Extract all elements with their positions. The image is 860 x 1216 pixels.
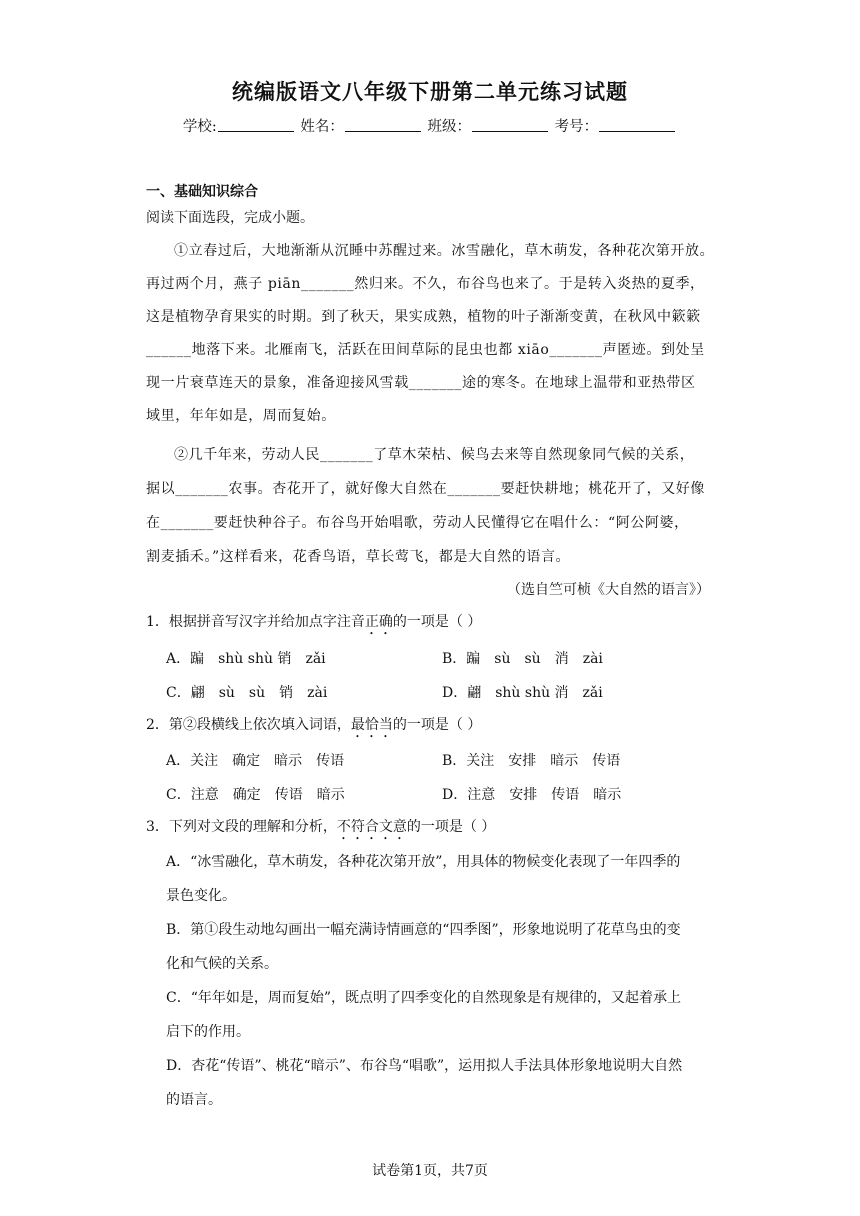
question-2-stem-post: 的一项是（ ） [392, 717, 482, 733]
question-3-option-b-cont: 化和气候的关系。 [166, 956, 278, 972]
question-3-stem-post: 的一项是（ ） [406, 819, 496, 835]
passage-source: （选自竺可桢《大自然的语言》） [507, 582, 710, 598]
question-3-option-c-cont: 启下的作用。 [166, 1024, 250, 1040]
question-3-option-c[interactable]: C．“年年如是，周而复始”，既点明了四季变化的自然现象是有规律的，又起着承上 [166, 990, 682, 1006]
question-3-stem [146, 816, 495, 843]
passage-line: 现一片衰草连天的景象，准备迎接风雪载_______途的寒冬。在地球上温带和亚热带区 [146, 375, 696, 391]
page-title: 统编版语文八年级下册第二单元练习试题 [232, 80, 628, 104]
question-3-emphasis: 不符合文意 [336, 819, 407, 835]
passage-line: ______地落下来。北雁南飞，活跃在田间草际的昆虫也都 xiāo_______声匿迹。到处呈 [146, 342, 705, 358]
passage-line: 在_______要赶快种谷子。布谷鸟开始唱歌，劳动人民懂得它在唱什么：“阿公阿婆， [146, 515, 689, 531]
school-blank [218, 117, 294, 132]
question-2-option-d[interactable]: D．注意 安排 传语 暗示 [442, 787, 622, 803]
question-3-option-d[interactable]: D．杏花“传语”、桃花“暗示”、布谷鸟“唱歌”，运用拟人手法具体形象地说明大自然 [166, 1058, 683, 1074]
exam-number-label: 考号： [554, 119, 599, 135]
question-1-option-c[interactable]: C．翩 sù sù 销 zài [166, 685, 328, 701]
section-instruction: 阅读下面选段，完成小题。 [146, 210, 314, 226]
question-3-option-a[interactable]: A．“冰雪融化，草木萌发，各种花次第开放”，用具体的物候变化表现了一年四季的 [166, 854, 681, 870]
passage-line: ②几千年来，劳动人民_______了草木荣枯、候鸟去来等自然现象同气候的关系， [174, 447, 695, 463]
question-2-option-b[interactable]: B．关注 安排 暗示 传语 [442, 753, 621, 769]
passage-line: 这是植物孕育果实的时期。到了秋天，果实成熟，植物的叶子渐渐变黄，在秋风中簌簌 [146, 309, 701, 325]
question-2-emphasis: 最恰当 [350, 717, 393, 733]
student-info-line [0, 115, 860, 136]
passage-line: ①立春过后，大地渐渐从沉睡中苏醒过来。冰雪融化，草木萌发，各种花次第开放。 [174, 243, 715, 259]
question-1-option-d[interactable]: D．翩 shù shù 消 zǎi [442, 685, 603, 701]
passage-line: 据以_______农事。杏花开了，就好像大自然在_______要赶快耕地；桃花开了，又好像 [146, 481, 705, 497]
name-label: 姓名： [300, 119, 344, 135]
school-label: 学校: [182, 119, 217, 135]
name-blank [345, 117, 421, 132]
class-label: 班级： [427, 119, 471, 135]
section-title: 一、基础知识综合 [146, 184, 258, 200]
question-1-stem-post: 的一项是（ ） [392, 614, 482, 630]
question-1-emphasis: 正确 [364, 614, 393, 630]
question-2-stem-pre: 2．第②段横线上依次填入词语， [146, 717, 351, 733]
exam-number-blank [599, 117, 675, 132]
question-2-stem [146, 714, 481, 741]
class-blank [472, 117, 548, 132]
question-3-option-a-cont: 景色变化。 [166, 888, 236, 904]
question-1-stem-pre: 1．根据拼音写汉字并给加点字注音 [146, 614, 365, 630]
question-1-option-a[interactable]: A．蹁 shù shù 销 zǎi [166, 651, 326, 667]
passage-line: 再过两个月，燕子 piān_______然归来。不久，布谷鸟也来了。于是转入炎热的夏季， [146, 276, 705, 292]
question-3-option-d-cont: 的语言。 [166, 1092, 222, 1108]
question-2-option-a[interactable]: A．关注 确定 暗示 传语 [166, 753, 345, 769]
passage-line: 割麦插禾。”这样看来，花香鸟语，草长莺飞，都是大自然的语言。 [146, 549, 571, 565]
question-1-stem [146, 611, 481, 638]
passage-line: 域里，年年如是，周而复始。 [146, 408, 336, 424]
question-2-option-c[interactable]: C．注意 确定 传语 暗示 [166, 787, 345, 803]
question-3-stem-pre: 3．下列对文段的理解和分析， [146, 819, 337, 835]
page-footer: 试卷第1页，共7页 [372, 1163, 488, 1179]
question-3-option-b[interactable]: B．第①段生动地勾画出一幅充满诗情画意的“四季图”，形象地说明了花草鸟虫的变 [166, 922, 681, 938]
question-1-option-b[interactable]: B．蹁 sù sù 消 zài [442, 651, 603, 667]
